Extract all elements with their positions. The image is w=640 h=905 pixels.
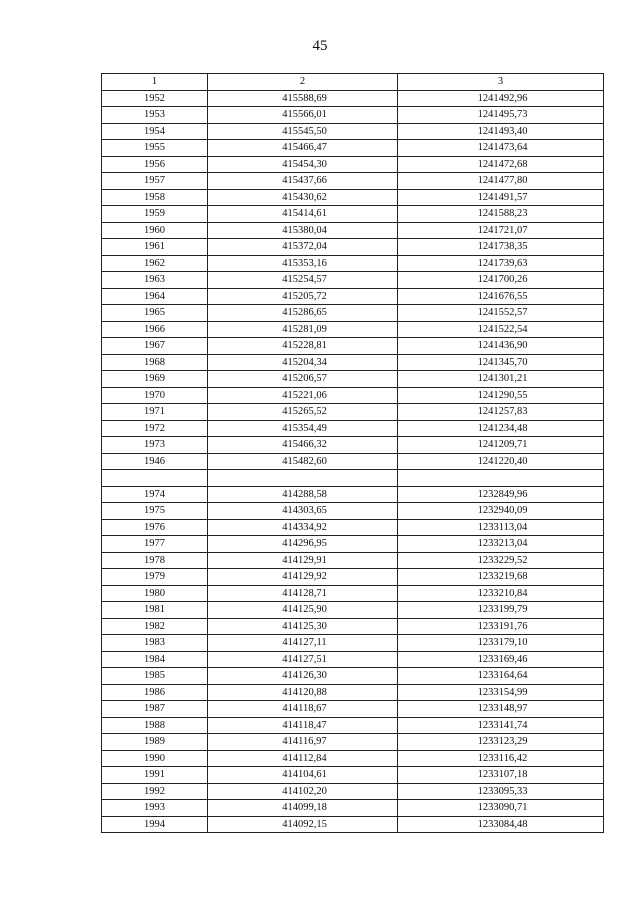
cell-x-coordinate: 415466,32 — [208, 437, 398, 454]
table-row — [102, 486, 604, 503]
coordinates-table — [101, 73, 604, 833]
cell-x-coordinate: 415354,49 — [208, 420, 398, 437]
cell-point-number: 1975 — [102, 503, 208, 520]
table-row — [102, 173, 604, 190]
cell-y-coordinate: 1241436,90 — [398, 338, 604, 355]
cell-x-coordinate: 414127,11 — [208, 635, 398, 652]
cell-y-coordinate: 1233213,04 — [398, 536, 604, 553]
cell-y-coordinate: 1233148,97 — [398, 701, 604, 718]
cell-y-coordinate: 1241345,70 — [398, 354, 604, 371]
cell-point-number: 1992 — [102, 783, 208, 800]
cell-x-coordinate: 415380,04 — [208, 222, 398, 239]
table-row — [102, 783, 604, 800]
cell-point-number: 1988 — [102, 717, 208, 734]
cell-point-number: 1982 — [102, 618, 208, 635]
table-row — [102, 222, 604, 239]
table-row — [102, 684, 604, 701]
cell-y-coordinate: 1241522,54 — [398, 321, 604, 338]
cell-x-coordinate: 415372,04 — [208, 239, 398, 256]
cell-point-number: 1977 — [102, 536, 208, 553]
cell-y-coordinate: 1233116,42 — [398, 750, 604, 767]
table-row — [102, 800, 604, 817]
cell-x-coordinate: 415566,01 — [208, 107, 398, 124]
table-row — [102, 569, 604, 586]
cell-y-coordinate: 1241588,23 — [398, 206, 604, 223]
cell-x-coordinate: 415588,69 — [208, 90, 398, 107]
table-row — [102, 140, 604, 157]
cell-x-coordinate: 415286,65 — [208, 305, 398, 322]
cell-y-coordinate: 1241301,21 — [398, 371, 604, 388]
cell-y-coordinate: 1233090,71 — [398, 800, 604, 817]
table-row — [102, 255, 604, 272]
cell-x-coordinate: 415545,50 — [208, 123, 398, 140]
cell-y-coordinate: 1241491,57 — [398, 189, 604, 206]
cell-point-number: 1969 — [102, 371, 208, 388]
table-row — [102, 404, 604, 421]
cell-x-coordinate: 414128,71 — [208, 585, 398, 602]
cell-point-number: 1976 — [102, 519, 208, 536]
cell-y-coordinate: 1241700,26 — [398, 272, 604, 289]
cell-point-number: 1994 — [102, 816, 208, 833]
cell-point-number: 1959 — [102, 206, 208, 223]
cell-y-coordinate: 1241495,73 — [398, 107, 604, 124]
cell-point-number: 1971 — [102, 404, 208, 421]
cell-y-coordinate: 1233123,29 — [398, 734, 604, 751]
cell-y-coordinate: 1241473,64 — [398, 140, 604, 157]
cell-x-coordinate: 415437,66 — [208, 173, 398, 190]
cell-y-coordinate: 1232940,09 — [398, 503, 604, 520]
cell-x-coordinate: 415254,57 — [208, 272, 398, 289]
cell-point-number: 1980 — [102, 585, 208, 602]
cell-point-number: 1986 — [102, 684, 208, 701]
cell-point-number: 1964 — [102, 288, 208, 305]
cell-point-number: 1970 — [102, 387, 208, 404]
cell-x-coordinate: 414129,91 — [208, 552, 398, 569]
cell-y-coordinate: 1233179,10 — [398, 635, 604, 652]
table-row — [102, 189, 604, 206]
cell-point-number: 1993 — [102, 800, 208, 817]
table-row — [102, 585, 604, 602]
cell-point-number: 1991 — [102, 767, 208, 784]
cell-point-number: 1953 — [102, 107, 208, 124]
table-row — [102, 272, 604, 289]
cell-point-number: 1946 — [102, 453, 208, 470]
cell-y-coordinate: 1241492,96 — [398, 90, 604, 107]
cell-y-coordinate: 1233191,76 — [398, 618, 604, 635]
cell-y-coordinate: 1241552,57 — [398, 305, 604, 322]
cell-y-coordinate: 1233169,46 — [398, 651, 604, 668]
cell-y-coordinate: 1241738,35 — [398, 239, 604, 256]
cell-point-number: 1956 — [102, 156, 208, 173]
cell-x-coordinate: 415414,61 — [208, 206, 398, 223]
cell-point-number: 1954 — [102, 123, 208, 140]
cell-point-number: 1981 — [102, 602, 208, 619]
cell-point-number: 1962 — [102, 255, 208, 272]
table-row — [102, 239, 604, 256]
table-row — [102, 420, 604, 437]
table-body — [102, 90, 604, 833]
cell-x-coordinate: 415430,62 — [208, 189, 398, 206]
cell-x-coordinate: 415482,60 — [208, 453, 398, 470]
cell-x-coordinate — [208, 470, 398, 487]
cell-x-coordinate: 414126,30 — [208, 668, 398, 685]
cell-point-number: 1979 — [102, 569, 208, 586]
cell-point-number: 1965 — [102, 305, 208, 322]
cell-x-coordinate: 415221,06 — [208, 387, 398, 404]
cell-point-number: 1955 — [102, 140, 208, 157]
cell-point-number: 1983 — [102, 635, 208, 652]
cell-x-coordinate: 415205,72 — [208, 288, 398, 305]
table-row — [102, 635, 604, 652]
cell-x-coordinate: 415265,52 — [208, 404, 398, 421]
cell-point-number: 1952 — [102, 90, 208, 107]
cell-point-number: 1963 — [102, 272, 208, 289]
cell-point-number: 1968 — [102, 354, 208, 371]
cell-point-number: 1958 — [102, 189, 208, 206]
cell-point-number: 1974 — [102, 486, 208, 503]
table-row — [102, 371, 604, 388]
cell-x-coordinate: 414118,67 — [208, 701, 398, 718]
cell-x-coordinate: 414120,88 — [208, 684, 398, 701]
cell-point-number: 1990 — [102, 750, 208, 767]
page-number: 45 — [312, 38, 328, 54]
cell-x-coordinate: 414099,18 — [208, 800, 398, 817]
column-header-2: 2 — [208, 74, 398, 91]
cell-x-coordinate: 415204,34 — [208, 354, 398, 371]
cell-x-coordinate: 415454,30 — [208, 156, 398, 173]
cell-y-coordinate: 1241472,68 — [398, 156, 604, 173]
cell-y-coordinate: 1241739,63 — [398, 255, 604, 272]
cell-y-coordinate: 1232849,96 — [398, 486, 604, 503]
table-row — [102, 668, 604, 685]
table-row — [102, 552, 604, 569]
table-row — [102, 206, 604, 223]
table-row — [102, 123, 604, 140]
cell-x-coordinate: 414112,84 — [208, 750, 398, 767]
cell-y-coordinate: 1233229,52 — [398, 552, 604, 569]
cell-y-coordinate: 1233154,99 — [398, 684, 604, 701]
cell-point-number: 1989 — [102, 734, 208, 751]
cell-y-coordinate: 1241721,07 — [398, 222, 604, 239]
table-row — [102, 90, 604, 107]
cell-point-number: 1961 — [102, 239, 208, 256]
cell-point-number: 1960 — [102, 222, 208, 239]
cell-y-coordinate: 1233095,33 — [398, 783, 604, 800]
cell-point-number: 1966 — [102, 321, 208, 338]
cell-point-number: 1957 — [102, 173, 208, 190]
cell-y-coordinate: 1241493,40 — [398, 123, 604, 140]
cell-x-coordinate: 415466,47 — [208, 140, 398, 157]
cell-point-number — [102, 470, 208, 487]
cell-x-coordinate: 414102,20 — [208, 783, 398, 800]
cell-y-coordinate: 1233199,79 — [398, 602, 604, 619]
table-row — [102, 734, 604, 751]
table-row — [102, 750, 604, 767]
table-row — [102, 107, 604, 124]
cell-y-coordinate: 1233210,84 — [398, 585, 604, 602]
table-row — [102, 321, 604, 338]
cell-x-coordinate: 414288,58 — [208, 486, 398, 503]
cell-point-number: 1984 — [102, 651, 208, 668]
table-row — [102, 717, 604, 734]
table-row — [102, 767, 604, 784]
column-header-1: 1 — [102, 74, 208, 91]
cell-y-coordinate: 1241676,55 — [398, 288, 604, 305]
cell-x-coordinate: 414125,90 — [208, 602, 398, 619]
cell-x-coordinate: 415281,09 — [208, 321, 398, 338]
cell-x-coordinate: 414104,61 — [208, 767, 398, 784]
cell-x-coordinate: 414118,47 — [208, 717, 398, 734]
cell-y-coordinate: 1241477,80 — [398, 173, 604, 190]
table-row — [102, 536, 604, 553]
table-row — [102, 387, 604, 404]
cell-y-coordinate: 1233084,48 — [398, 816, 604, 833]
table-row — [102, 519, 604, 536]
cell-y-coordinate: 1233141,74 — [398, 717, 604, 734]
cell-x-coordinate: 414334,92 — [208, 519, 398, 536]
cell-x-coordinate: 415228,81 — [208, 338, 398, 355]
cell-y-coordinate: 1233107,18 — [398, 767, 604, 784]
cell-point-number: 1972 — [102, 420, 208, 437]
cell-point-number: 1978 — [102, 552, 208, 569]
cell-x-coordinate: 414127,51 — [208, 651, 398, 668]
table-row — [102, 453, 604, 470]
cell-y-coordinate: 1241220,40 — [398, 453, 604, 470]
cell-x-coordinate: 414116,97 — [208, 734, 398, 751]
table-row — [102, 503, 604, 520]
table-row — [102, 816, 604, 833]
cell-x-coordinate: 415206,57 — [208, 371, 398, 388]
cell-x-coordinate: 415353,16 — [208, 255, 398, 272]
cell-x-coordinate: 414296,95 — [208, 536, 398, 553]
cell-point-number: 1973 — [102, 437, 208, 454]
cell-y-coordinate: 1233219,68 — [398, 569, 604, 586]
table-header-row — [102, 74, 604, 91]
table-row — [102, 701, 604, 718]
cell-x-coordinate: 414303,65 — [208, 503, 398, 520]
table-row — [102, 602, 604, 619]
table-row — [102, 338, 604, 355]
column-header-3: 3 — [398, 74, 604, 91]
table-row — [102, 156, 604, 173]
cell-y-coordinate: 1241209,71 — [398, 437, 604, 454]
cell-y-coordinate: 1241234,48 — [398, 420, 604, 437]
cell-x-coordinate: 414129,92 — [208, 569, 398, 586]
cell-y-coordinate: 1233164,64 — [398, 668, 604, 685]
table-row — [102, 288, 604, 305]
cell-y-coordinate: 1241290,55 — [398, 387, 604, 404]
cell-point-number: 1985 — [102, 668, 208, 685]
cell-y-coordinate: 1241257,83 — [398, 404, 604, 421]
cell-point-number: 1967 — [102, 338, 208, 355]
table-row — [102, 305, 604, 322]
table-row — [102, 470, 604, 487]
table-row — [102, 354, 604, 371]
table-row — [102, 618, 604, 635]
cell-y-coordinate — [398, 470, 604, 487]
table-row — [102, 437, 604, 454]
cell-point-number: 1987 — [102, 701, 208, 718]
cell-x-coordinate: 414092,15 — [208, 816, 398, 833]
table-row — [102, 651, 604, 668]
cell-y-coordinate: 1233113,04 — [398, 519, 604, 536]
cell-x-coordinate: 414125,30 — [208, 618, 398, 635]
